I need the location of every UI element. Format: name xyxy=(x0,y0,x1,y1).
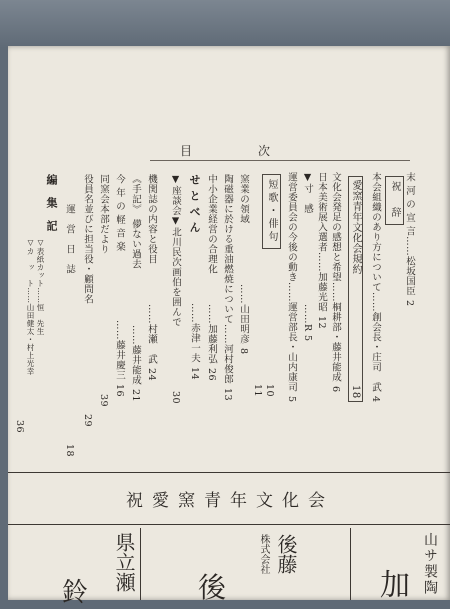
entry-page: 26 xyxy=(206,368,217,382)
entry-page: 4 xyxy=(370,396,381,403)
toc-entry xyxy=(302,172,313,342)
entry-page: 11 xyxy=(252,384,263,398)
toc-entry xyxy=(404,172,415,307)
entry-page: 12 xyxy=(316,316,327,330)
toc-title: 目 次 xyxy=(180,144,285,158)
entry-page: 36 xyxy=(14,420,25,434)
entry-page: 18 xyxy=(350,384,361,399)
entry-page: 5 xyxy=(302,335,313,342)
entry-page: 16 xyxy=(114,383,125,397)
credit-cuts xyxy=(26,238,35,376)
entry-title: 日本美術展入選者 xyxy=(316,172,327,252)
entry-author: ……運営部長・山内康司 xyxy=(286,282,297,392)
entry-title: 末 河 の 宣 言 xyxy=(404,172,415,237)
entry-page: 14 xyxy=(189,367,200,381)
toc-entry xyxy=(98,174,109,407)
section-heading-congrats: 祝 辞 xyxy=(385,176,404,225)
toc-entry xyxy=(330,172,341,393)
entry-author: ……河村俊郎 xyxy=(222,324,233,384)
entry-page: 18 xyxy=(64,444,75,458)
ad-divider xyxy=(140,528,141,600)
entry-page: 13 xyxy=(222,388,233,402)
ad-name-large: 鈴 xyxy=(62,578,89,608)
entry-title: 文化会発足の感想と希望 xyxy=(330,172,341,282)
entry-author: ……松坂国臣 xyxy=(404,236,415,297)
entry-title: ▼寸 感 xyxy=(302,172,313,214)
toc-entry xyxy=(64,204,75,457)
toc-entry-page xyxy=(14,420,25,433)
banner-bottom-rule xyxy=(8,524,450,525)
entry-title: 編 集 記 xyxy=(45,174,58,232)
toc-entry-page xyxy=(252,384,263,397)
toc-entry xyxy=(206,174,217,381)
toc-entry-page xyxy=(264,384,275,397)
toc-entry xyxy=(370,172,381,403)
toc-entry xyxy=(114,174,125,397)
ad-name-large: 加 xyxy=(380,568,410,603)
entry-page: 6 xyxy=(330,386,341,393)
ad-name-large: 後 xyxy=(198,571,227,604)
entry-title: 役員名並びに担当役・顧問名 xyxy=(82,174,93,304)
entry-author: ……藤井慶三 xyxy=(114,319,125,380)
entry-page: 2 xyxy=(404,300,415,307)
ad-company-name: 後藤 xyxy=(274,534,298,574)
entry-title: ▼座談会▼北川民次画伯を囲んで xyxy=(170,174,181,327)
entry-page: 30 xyxy=(170,391,181,405)
entry-author: ……赤津一夫 xyxy=(189,303,200,363)
toc-entry xyxy=(146,174,157,381)
credit-text: ▽表紙カット……恒 先生 xyxy=(36,238,45,336)
toc-entry xyxy=(222,174,233,401)
entry-title: 中小企業経営の合理化 xyxy=(206,174,217,274)
ad-company-type: 株式会社 xyxy=(258,534,269,574)
entry-page: 5 xyxy=(286,396,297,403)
entry-title: 運 営 日 誌 xyxy=(64,204,75,274)
entry-author: ……桐耕部・藤井能成 xyxy=(330,282,341,382)
ad-school-name: 県立瀬 xyxy=(112,532,136,592)
entry-page: 21 xyxy=(130,389,141,403)
entry-page: 10 xyxy=(264,384,275,398)
credit-cover-cut xyxy=(36,238,45,336)
entry-author: ……山田明彦 xyxy=(238,284,249,344)
banner-top-rule xyxy=(8,472,450,473)
entry-page: 29 xyxy=(82,414,93,428)
entry-author: ……加藤光昭 xyxy=(316,252,327,312)
ad-divider xyxy=(350,528,351,600)
toc-entry xyxy=(238,174,249,355)
entry-title: せ と べ ん xyxy=(188,174,201,233)
entry-page: 39 xyxy=(98,394,109,408)
entry-author: ……村瀬 武 xyxy=(146,304,157,364)
toc-entry xyxy=(189,174,200,380)
entry-author: ……創会長・庄司 武 xyxy=(370,292,381,392)
entry-title: 運営委員会の今後の動き xyxy=(286,172,297,282)
toc-title-rule xyxy=(150,160,410,161)
entry-author: ……加藤利弘 xyxy=(206,304,217,364)
background-edge xyxy=(0,0,450,48)
entry-author: ……R xyxy=(302,303,313,332)
section-heading-rules xyxy=(348,176,363,402)
toc-entry xyxy=(130,174,141,402)
rules-label: 愛窯青年文化会規約 xyxy=(350,180,361,275)
toc-entry xyxy=(316,172,327,329)
entry-author: ……藤井能成 xyxy=(130,325,141,386)
congratulations-banner: 祝愛窯青年文化会 xyxy=(126,491,334,511)
entry-page: 8 xyxy=(238,348,249,355)
entry-title: 陶磁器に於ける重油燃焼について xyxy=(222,174,233,324)
section-heading-poetry: 短歌・俳句 xyxy=(262,174,281,249)
toc-entry xyxy=(170,174,181,404)
toc-entry xyxy=(46,174,57,232)
toc-entry xyxy=(286,172,297,403)
entry-title: 同窯会本部だより xyxy=(98,174,109,254)
entry-title: 本会組織のあり方について xyxy=(370,172,381,292)
entry-title: 今 年 の 軽 音 楽 xyxy=(114,174,125,252)
entry-title: 窯業の領域 xyxy=(238,174,249,224)
ad-company-name: 山サ製陶 xyxy=(422,532,438,596)
entry-title: 《手記》 儚ない過去 xyxy=(130,174,141,270)
entry-page: 24 xyxy=(146,368,157,382)
credit-text: ▽カ ッ ト……山田健太・村上光幸 xyxy=(26,238,35,376)
toc-entry xyxy=(82,174,93,427)
entry-title: 機関誌の内容と役目 xyxy=(146,174,157,264)
